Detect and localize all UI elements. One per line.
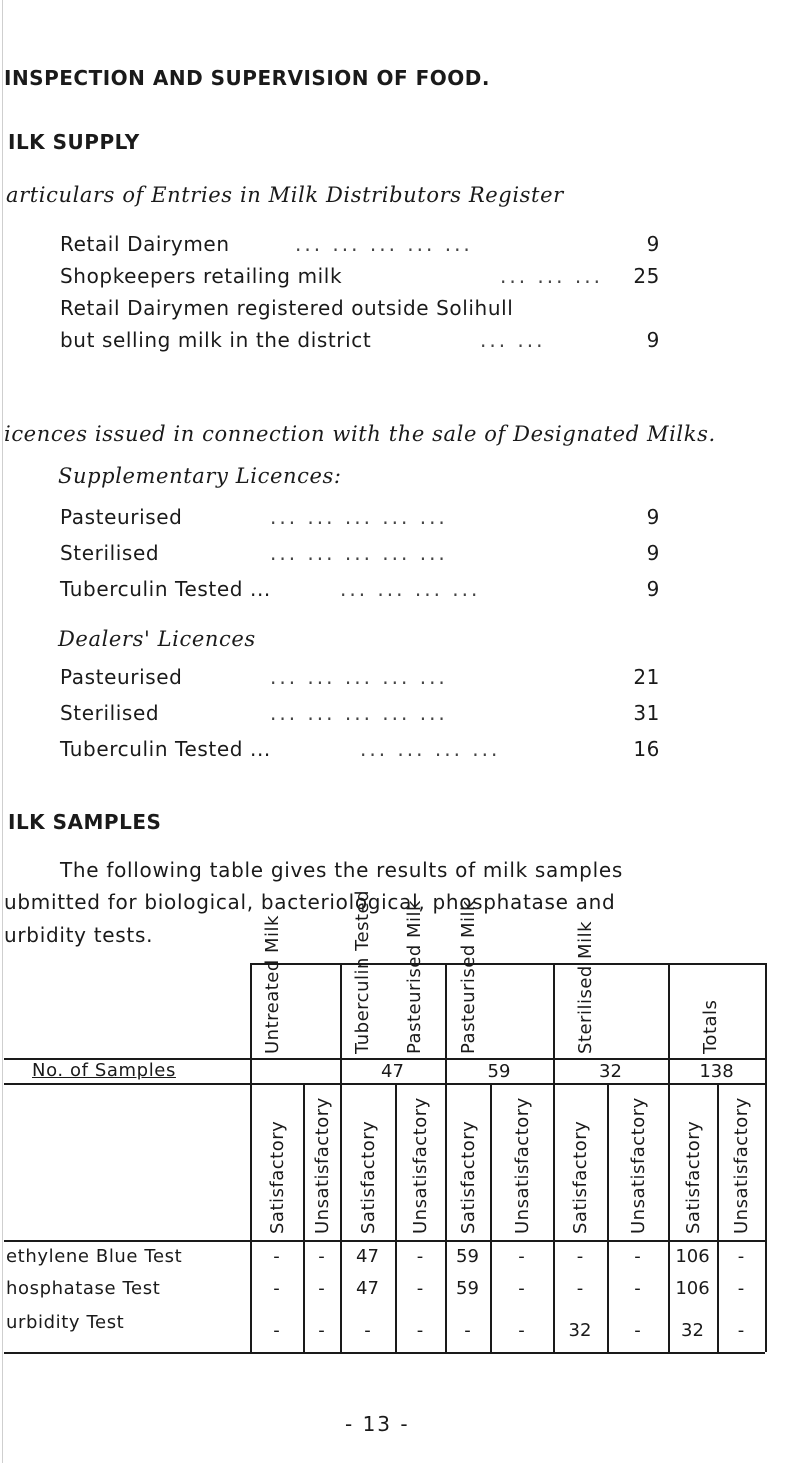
test-result-cell: - <box>518 1320 525 1341</box>
milk-supply-heading: ILK SUPPLY <box>8 130 140 154</box>
column-header: Pasteurised Milk <box>458 900 479 1054</box>
unsatisfactory-subheader: Unsatisfactory <box>731 1097 752 1234</box>
table-subcolumn-border <box>490 1083 492 1352</box>
supplementary-licence-row <box>60 577 660 605</box>
distributor-entry-label: Retail Dairymen <box>60 232 230 256</box>
test-result-cell: 59 <box>456 1246 479 1267</box>
table-subcolumn-border <box>303 1083 305 1352</box>
distributor-entry-row <box>60 296 660 324</box>
test-result-cell: - <box>318 1246 325 1267</box>
test-result-cell: - <box>416 1320 424 1341</box>
test-result-cell: - <box>634 1278 641 1299</box>
supplementary-licence-label: Pasteurised <box>60 505 183 529</box>
dealers-licence-leader-dots: ... ... ... ... <box>360 737 501 761</box>
distributor-entry-label: Shopkeepers retailing milk <box>60 264 343 288</box>
dealers-licence-leader-dots: ... ... ... ... ... <box>270 665 448 689</box>
test-result-cell: - <box>273 1246 280 1267</box>
test-row-label: urbidity Test <box>6 1312 125 1333</box>
table-samples-divider <box>4 1083 765 1085</box>
no-of-samples-value: 138 <box>699 1061 734 1082</box>
test-result-cell: - <box>464 1320 471 1341</box>
distributor-entry-label: Retail Dairymen registered outside Solihull <box>60 296 514 320</box>
distributor-entry-row <box>60 328 660 356</box>
test-result-cell: - <box>634 1246 641 1267</box>
supplementary-licences-heading: Supplementary Licences: <box>58 464 342 488</box>
table-column-border <box>765 963 767 1352</box>
test-result-cell: 59 <box>456 1278 479 1299</box>
test-result-cell: - <box>634 1320 641 1341</box>
table-subcolumn-border <box>607 1083 609 1352</box>
test-result-cell: - <box>737 1320 745 1341</box>
test-result-cell: 32 <box>568 1320 592 1341</box>
test-result-cell: 47 <box>356 1278 379 1299</box>
satisfactory-subheader: Satisfactory <box>682 1120 704 1234</box>
milk-samples-heading: ILK SAMPLES <box>8 810 162 834</box>
test-row-label: ethylene Blue Test <box>6 1246 183 1267</box>
test-result-cell: - <box>416 1278 424 1299</box>
no-of-samples-value: 32 <box>599 1061 622 1082</box>
test-result-cell: - <box>416 1246 424 1267</box>
test-result-cell: 32 <box>681 1320 704 1341</box>
supplementary-licence-value: 9 <box>646 577 660 601</box>
page-title: INSPECTION AND SUPERVISION OF FOOD. <box>4 66 490 90</box>
distributor-entry-leader-dots: ... ... <box>480 328 546 352</box>
dealers-licence-row <box>60 737 660 765</box>
supplementary-licence-value: 9 <box>646 541 660 565</box>
no-of-samples-value: 59 <box>487 1061 511 1082</box>
test-result-cell: - <box>518 1278 525 1299</box>
paragraph-line-3: urbidity tests. <box>4 923 154 947</box>
distributor-entry-value: 9 <box>646 232 660 256</box>
test-result-cell: 106 <box>675 1246 710 1267</box>
column-header: Totals <box>700 999 721 1054</box>
test-result-cell: - <box>576 1278 584 1299</box>
supplementary-licence-leader-dots: ... ... ... ... ... <box>270 541 448 565</box>
dealers-licence-label: Pasteurised <box>60 665 183 689</box>
table-subcolumn-border <box>717 1083 719 1352</box>
paragraph-line-1: The following table gives the results of milk samples <box>60 858 623 882</box>
unsatisfactory-subheader: Unsatisfactory <box>627 1097 649 1234</box>
unsatisfactory-subheader: Unsatisfactory <box>410 1097 431 1234</box>
column-header: Pasteurised Milk <box>404 900 425 1054</box>
test-result-cell: 106 <box>675 1278 710 1299</box>
test-result-cell: - <box>737 1246 745 1267</box>
dealers-licence-label: Tuberculin Tested ... <box>60 737 271 761</box>
test-row-label: hosphatase Test <box>6 1278 161 1299</box>
test-result-cell: - <box>737 1278 745 1299</box>
supplementary-licence-label: Tuberculin Tested ... <box>60 577 271 601</box>
dealers-licence-value: 16 <box>633 737 660 761</box>
licences-subheading: icences issued in connection with the sale of Designated Milks. <box>4 422 716 446</box>
column-header: Sterilised Milk <box>575 920 596 1054</box>
test-result-cell: - <box>318 1320 325 1341</box>
supplementary-licence-label: Sterilised <box>60 541 160 565</box>
column-header: Untreated Milk <box>262 915 283 1054</box>
no-of-samples-label: No. of Samples <box>32 1060 176 1081</box>
distributor-entry-leader-dots: ... ... ... <box>500 264 603 288</box>
dealers-licence-label: Sterilised <box>60 701 160 725</box>
distributor-entry-row <box>60 232 660 260</box>
unsatisfactory-subheader: Unsatisfactory <box>311 1097 333 1234</box>
column-header: Tuberculin Tested <box>352 889 373 1054</box>
dealers-licences-heading: Dealers' Licences <box>58 627 256 651</box>
distributor-entry-label: but selling milk in the district <box>60 328 372 352</box>
supplementary-licence-row <box>60 541 660 569</box>
supplementary-licence-leader-dots: ... ... ... ... ... <box>270 505 448 529</box>
distributor-entry-leader-dots: ... ... ... ... ... <box>295 232 473 256</box>
table-subcolumn-border <box>395 1083 397 1352</box>
unsatisfactory-subheader: Unsatisfactory <box>511 1097 533 1234</box>
milk-distributors-subheading: articulars of Entries in Milk Distributors Register <box>6 183 564 207</box>
test-result-cell: - <box>518 1246 525 1267</box>
distributor-entry-value: 25 <box>633 264 660 288</box>
test-result-cell: - <box>576 1246 584 1267</box>
supplementary-licence-row <box>60 505 660 533</box>
table-subheader-divider <box>4 1240 765 1242</box>
dealers-licence-value: 21 <box>633 665 660 689</box>
satisfactory-subheader: Satisfactory <box>266 1120 288 1234</box>
paragraph-line-2: ubmitted for biological, bacteriological, phosphatase and <box>4 890 616 914</box>
dealers-licence-row <box>60 665 660 693</box>
table-top-border <box>250 963 765 965</box>
page-edge <box>2 0 3 1463</box>
no-of-samples-value: 47 <box>381 1061 404 1082</box>
test-result-cell: - <box>273 1278 280 1299</box>
table-bottom-border <box>4 1352 765 1354</box>
satisfactory-subheader: Satisfactory <box>457 1120 479 1234</box>
test-result-cell: - <box>318 1278 325 1299</box>
distributor-entry-row <box>60 264 660 292</box>
supplementary-licence-leader-dots: ... ... ... ... <box>340 577 481 601</box>
satisfactory-subheader: Satisfactory <box>570 1120 591 1234</box>
dealers-licence-row <box>60 701 660 729</box>
distributor-entry-value: 9 <box>646 328 660 352</box>
dealers-licence-value: 31 <box>633 701 660 725</box>
test-result-cell: 47 <box>356 1246 379 1267</box>
supplementary-licence-value: 9 <box>646 505 660 529</box>
dealers-licence-leader-dots: ... ... ... ... ... <box>270 701 448 725</box>
page-number: - 13 - <box>345 1412 410 1436</box>
test-result-cell: - <box>273 1320 280 1341</box>
test-result-cell: - <box>364 1320 371 1341</box>
satisfactory-subheader: Satisfactory <box>357 1120 379 1234</box>
